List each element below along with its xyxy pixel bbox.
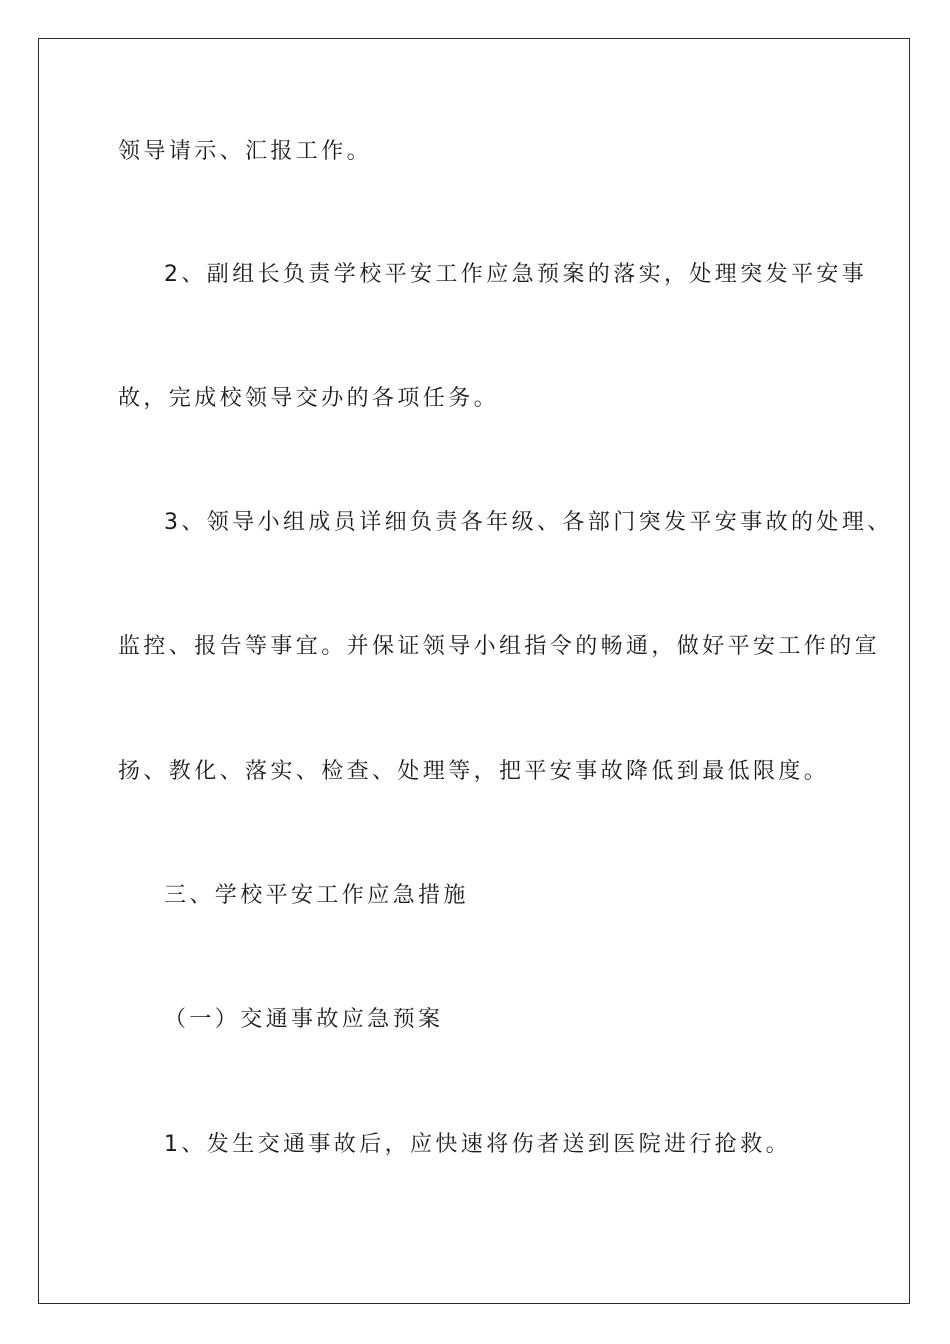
subsection-heading: （一）交通事故应急预案: [164, 1007, 444, 1032]
paragraph-line: 领导请示、汇报工作。: [118, 139, 373, 164]
paragraph-line: 3、领导小组成员详细负责各年级、各部门突发平安事故的处理、: [164, 510, 893, 535]
page-frame: [38, 38, 910, 1304]
paragraph-line: 扬、教化、落实、检查、处理等，把平安事故降低到最低限度。: [118, 759, 830, 784]
section-heading: 三、学校平安工作应急措施: [164, 883, 469, 908]
paragraph-line: 2、副组长负责学校平安工作应急预案的落实，处理突发平安事: [164, 262, 868, 287]
paragraph-line: 1、发生交通事故后，应快速将伤者送到医院进行抢救。: [164, 1132, 791, 1157]
paragraph-line: 故，完成校领导交办的各项任务。: [118, 386, 500, 411]
paragraph-line: 监控、报告等事宜。并保证领导小组指令的畅通，做好平安工作的宣: [118, 634, 881, 659]
